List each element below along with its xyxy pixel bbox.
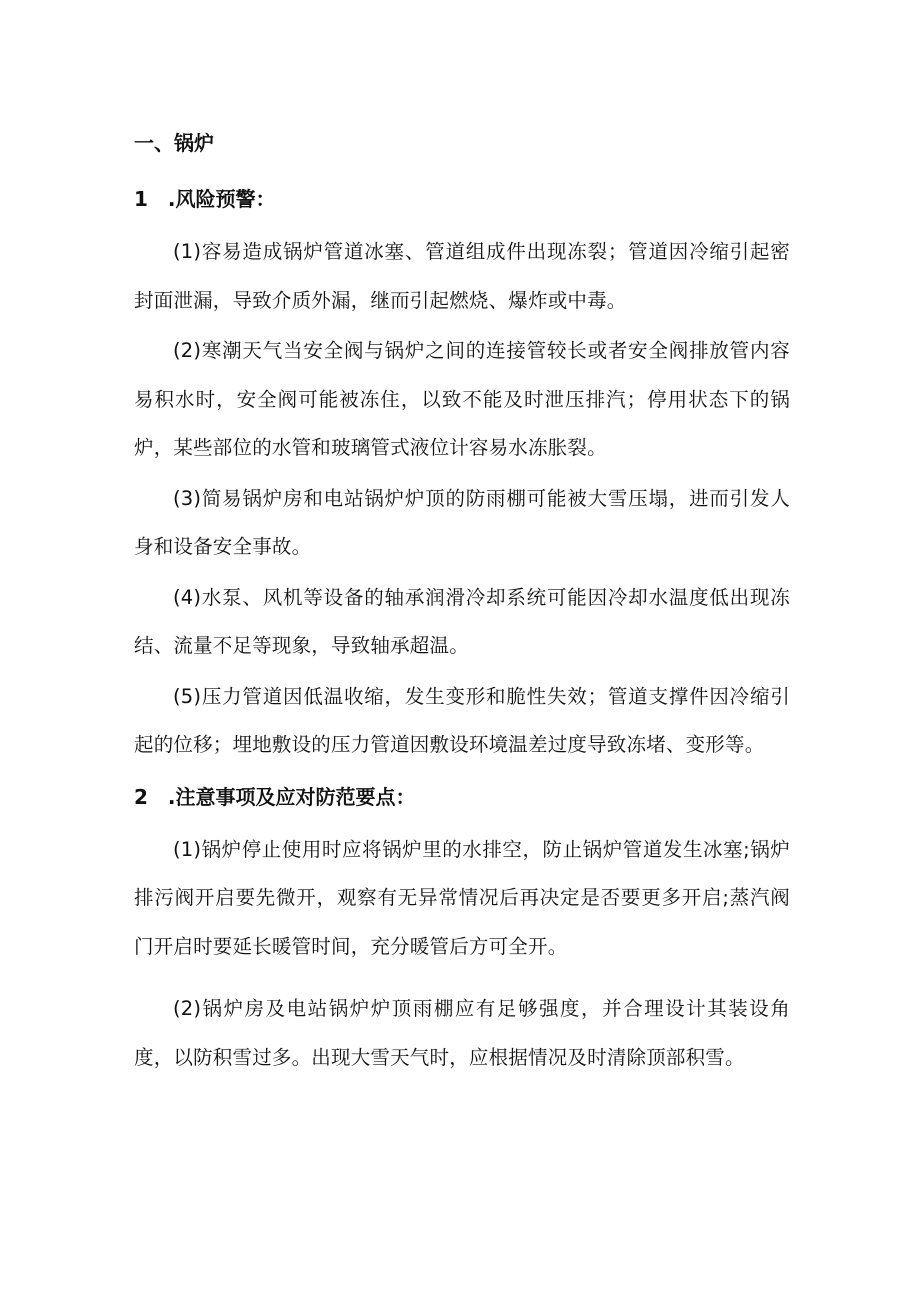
paragraph-precaution-2: (2)锅炉房及电站锅炉炉顶雨棚应有足够强度，并合理设计其装设角度，以防积雪过多。出现大雪天气时，应根据情况及时清除顶部积雪。 xyxy=(134,997,790,1069)
paragraph-precaution-1: (1)锅炉停止使用时应将锅炉里的水排空，防止锅炉管道发生冰塞;锅炉排污阀开启要先微开，观察有无异常情况后再决定是否要更多开启;蒸汽阀门开启时要延长暖管时间，充分暖管后方可全开。 xyxy=(134,837,790,958)
paragraph-risk-2: (2)寒潮天气当安全阀与锅炉之间的连接管较长或者安全阀排放管内容易积水时，安全阀可能被冻住，以致不能及时泄压排汽；停用状态下的锅炉，某些部位的水管和玻璃管式液位计容易水冻胀裂。 xyxy=(134,339,790,459)
subsection-heading-risk-warning: 1 .风险预警： xyxy=(134,187,276,211)
paragraph-risk-3: (3)简易锅炉房和电站锅炉炉顶的防雨棚可能被大雪压塌，进而引发人身和设备安全事故。 xyxy=(134,486,790,558)
document-body xyxy=(134,124,790,1084)
paragraph-risk-4: (4)水泵、风机等设备的轴承润滑冷却系统可能因冷却水温度低出现冻结、流量不足等现象，导致轴承超温。 xyxy=(134,585,790,657)
paragraph-risk-1: (1)容易造成锅炉管道冰塞、管道组成件出现冻裂；管道因冷缩引起密封面泄漏，导致介质外漏，继而引起燃烧、爆炸或中毒。 xyxy=(134,240,790,312)
subsection-heading-precautions: 2 .注意事项及应对防范要点： xyxy=(134,784,416,809)
paragraph-risk-5: (5)压力管道因低温收缩，发生变形和脆性失效；管道支撑件因冷缩引起的位移；埋地敷设的压力管道因敷设环境温差过度导致冻堵、变形等。 xyxy=(134,684,790,756)
section-title: 一、锅炉 xyxy=(134,131,214,155)
